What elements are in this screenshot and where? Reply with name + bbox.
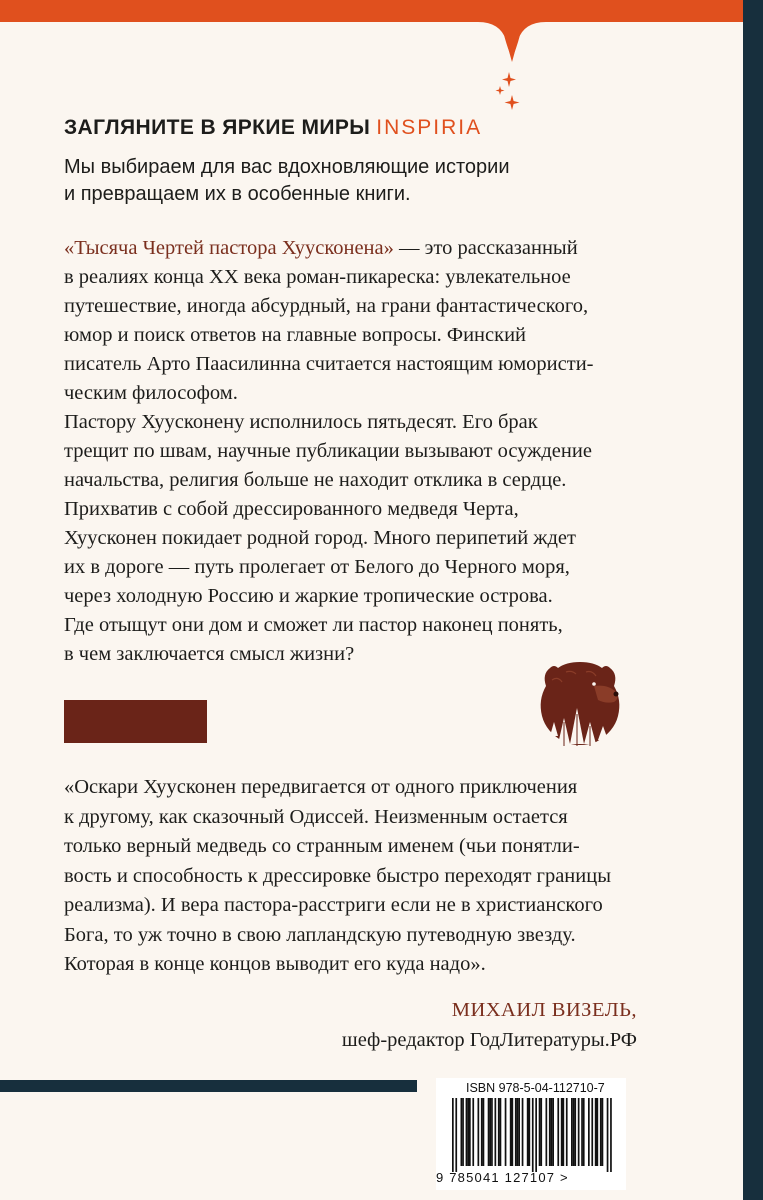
barcode-bar <box>532 1098 534 1172</box>
barcode-bar <box>483 1098 485 1166</box>
barcode-bar <box>561 1098 563 1166</box>
barcode-bar <box>500 1098 502 1166</box>
barcode-bar <box>549 1098 551 1166</box>
description-line: Хуусконен покидает родной город. Много перипетий ждет <box>64 527 576 549</box>
right-edge-stripe <box>743 0 763 1200</box>
review-quote <box>64 773 674 980</box>
barcode-bar <box>455 1098 457 1172</box>
quote-line: Которая в конце концов выводит его куда надо». <box>64 953 486 975</box>
barcode-bar <box>546 1098 548 1166</box>
barcode-bar <box>539 1098 541 1166</box>
isbn-barcode <box>436 1078 626 1190</box>
ean-digits: 9 785041 127107 > <box>436 1170 569 1185</box>
barcode-bar <box>488 1098 490 1166</box>
bottom-dark-bar <box>0 1080 417 1092</box>
barcode-bar <box>481 1098 483 1166</box>
barcode-bar <box>591 1098 593 1166</box>
barcode-bar <box>535 1098 537 1172</box>
barcode-bar <box>495 1098 497 1166</box>
imprint-heading <box>64 116 482 140</box>
description-line: путешествие, иногда абсурдный, на грани фантастического, <box>64 295 589 317</box>
barcode-bar <box>505 1098 507 1166</box>
barcode-bar <box>583 1098 585 1166</box>
barcode-bar <box>566 1098 568 1166</box>
barcode-bar <box>491 1098 493 1166</box>
barcode-bar <box>597 1098 599 1166</box>
tagline-line: и превращаем их в особенные книги. <box>64 183 411 205</box>
barcode-bar <box>478 1098 480 1166</box>
barcode-bar <box>452 1098 454 1172</box>
barcode-bar <box>515 1098 517 1166</box>
barcode-bar <box>529 1098 531 1166</box>
isbn-number: ISBN 978-5-04-112710-7 <box>466 1081 605 1095</box>
description-first-line <box>64 234 654 263</box>
description-line: юмор и поиск ответов на главные вопросы. Финский <box>64 324 527 346</box>
description-line: ческим философом. <box>64 382 238 404</box>
bear-forest-illustration <box>536 656 624 748</box>
barcode-bar <box>469 1098 471 1166</box>
barcode-bars <box>436 1098 626 1172</box>
barcode-bar <box>527 1098 529 1166</box>
barcode-bar <box>489 1098 491 1166</box>
barcode-bar <box>578 1098 580 1166</box>
description-line: Прихватив с собой дрессированного медведя Черта, <box>64 498 519 520</box>
barcode-bar <box>552 1098 554 1166</box>
quote-attribution <box>342 995 637 1055</box>
quote-line: вость и способность к дрессировке быстро переходят границы <box>64 864 611 887</box>
description-line: в реалиях конца XX века роман-пикареска: увлекательное <box>64 266 571 288</box>
description-line: через холодную Россию и жаркие тропические острова. <box>64 585 553 607</box>
imprint-tagline <box>64 154 624 208</box>
author-name: МИХАИЛ ВИЗЕЛЬ, <box>451 999 637 1021</box>
barcode-bar <box>571 1098 573 1166</box>
barcode-bar <box>498 1098 500 1166</box>
barcode-bar <box>551 1098 553 1166</box>
barcode-bar <box>581 1098 583 1166</box>
sparkle-stars-icon <box>492 70 532 114</box>
barcode-bar <box>610 1098 612 1172</box>
brand-name: INSPIRIA <box>376 116 483 139</box>
quote-line: Бога, то уж точно в свою лапландскую путеводную звезду. <box>64 923 576 946</box>
barcode-bar <box>466 1098 468 1166</box>
quote-line: к другому, как сказочный Одиссей. Неизменным остается <box>64 805 568 828</box>
barcode-bar <box>522 1098 524 1166</box>
description-line: Пастору Хуусконену исполнилось пятьдесят. Его брак <box>64 411 538 433</box>
book-title: «Тысяча Чертей пастора Хуусконена» <box>64 237 394 259</box>
description-line: писатель Арто Паасилинна считается настоящим юмористи- <box>64 353 594 375</box>
book-description <box>64 234 654 669</box>
description-line: их в дороге — путь пролегает от Белого до Черного моря, <box>64 556 570 578</box>
barcode-bar <box>517 1098 519 1166</box>
barcode-bar <box>607 1098 609 1172</box>
barcode-bar <box>588 1098 590 1166</box>
barcode-bar <box>602 1098 604 1166</box>
decorative-brown-block <box>64 700 207 743</box>
imprint-heading-text: ЗАГЛЯНИТЕ В ЯРКИЕ МИРЫ <box>64 116 371 139</box>
barcode-bar <box>462 1098 464 1166</box>
barcode-bar <box>518 1098 520 1166</box>
author-role: шеф-редактор ГодЛитературы.РФ <box>341 1029 637 1051</box>
barcode-bar <box>467 1098 469 1166</box>
quote-line: «Оскари Хуусконен передвигается от одного приключения <box>64 776 578 798</box>
barcode-bar <box>557 1098 559 1166</box>
barcode-bar <box>600 1098 602 1166</box>
description-line: в чем заключается смысл жизни? <box>64 643 355 665</box>
barcode-bar <box>461 1098 463 1166</box>
barcode-bar <box>512 1098 514 1166</box>
barcode-bar <box>573 1098 575 1166</box>
top-tab-notch <box>0 0 763 70</box>
barcode-bar <box>510 1098 512 1166</box>
barcode-bar <box>540 1098 542 1166</box>
barcode-bar <box>472 1098 474 1166</box>
description-line: трещит по швам, научные публикации вызывают осуждение <box>64 440 592 462</box>
description-line: Где отыщут они дом и сможет ли пастор наконец понять, <box>64 614 563 636</box>
description-line: начальства, религия больше не находит отклика в сердце. <box>64 469 567 491</box>
quote-line: только верный медведь со странным именем (чьи понятли- <box>64 835 580 857</box>
quote-line: реализма). И вера пастора-расстриги если не в христианского <box>64 894 603 916</box>
tagline-line: Мы выбираем для вас вдохновляющие истории <box>64 156 510 178</box>
barcode-bar <box>563 1098 565 1166</box>
description-first-line-rest: — это рассказанный <box>393 237 578 259</box>
barcode-bar <box>595 1098 597 1166</box>
barcode-bar <box>574 1098 576 1166</box>
